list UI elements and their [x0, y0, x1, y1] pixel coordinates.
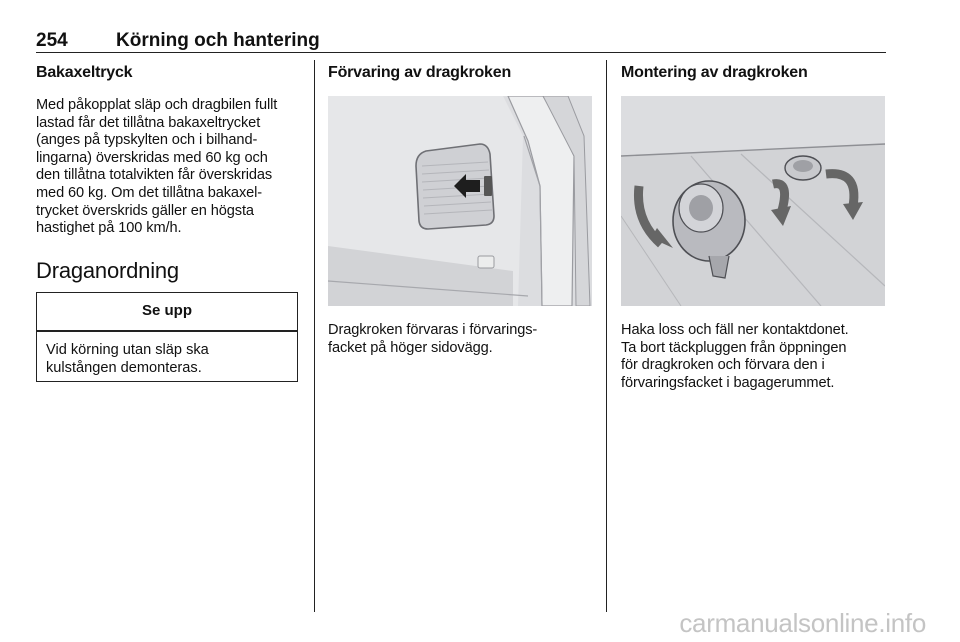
storage-compartment-illustration	[328, 96, 592, 306]
text-line: Haka loss och fäll ner kontaktdonet.	[621, 322, 849, 338]
text-line: kulstången demonteras.	[46, 359, 202, 376]
chapter-title: Körning och hantering	[116, 30, 320, 51]
paragraph-bakaxeltryck	[36, 97, 304, 238]
caution-title: Se upp	[141, 302, 192, 319]
text-line: (anges på typskylten och i bilhand-	[36, 132, 258, 149]
text-line: facket på höger sidovägg.	[328, 339, 493, 356]
heading-forvaring: Förvaring av dragkroken	[328, 64, 512, 81]
mounting-illustration	[621, 96, 885, 306]
text-line: trycket överskrids gäller en högsta	[36, 202, 254, 219]
text-line: lastad får det tillåtna bakaxeltrycket	[36, 114, 261, 131]
text-line: med 60 kg. Om det tillåtna bakaxel-	[36, 184, 263, 201]
text-line: den tillåtna totalvikten får överskridas	[36, 167, 273, 184]
text-line: lingarna) överskridas med 60 kg och	[36, 149, 268, 166]
heading-bakaxeltryck: Bakaxeltryck	[36, 64, 133, 81]
caution-divider	[37, 330, 297, 332]
watermark: carmanualsonline.info	[679, 608, 926, 638]
text-line: Med påkopplat släp och dragbilen fullt	[36, 97, 278, 113]
text-line: Dragkroken förvaras i förvarings-	[328, 322, 538, 338]
column-divider-2	[606, 60, 607, 612]
figure-storage-compartment	[328, 96, 592, 306]
caution-text	[46, 342, 286, 377]
text-line: hastighet på 100 km/h.	[36, 220, 182, 237]
text-line: för dragkroken och förvara den i	[621, 357, 825, 374]
header-divider	[36, 52, 886, 53]
text-line: förvaringsfacket i bagagerummet.	[621, 374, 835, 391]
caption-forvaring	[328, 322, 598, 357]
heading-montering: Montering av dragkroken	[621, 64, 808, 81]
column-divider-1	[314, 60, 315, 612]
paragraph-montering	[621, 322, 889, 392]
text-line: Ta bort täckpluggen från öppningen	[621, 339, 847, 356]
figure-mounting	[621, 96, 885, 306]
heading-draganordning: Draganordning	[36, 258, 179, 283]
page-header	[36, 30, 886, 52]
caution-box	[36, 292, 298, 382]
text-line: Vid körning utan släp ska	[46, 342, 209, 358]
page-number: 254	[36, 30, 68, 51]
